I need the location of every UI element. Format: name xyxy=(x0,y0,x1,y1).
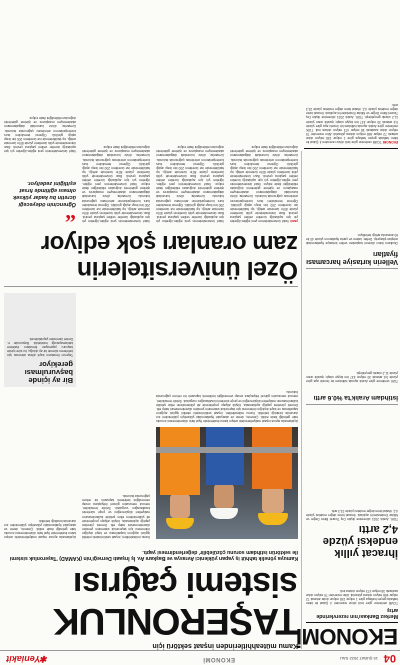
info-box-headline: Bir ay içinde başvurulması gerekiyor xyxy=(24,359,73,385)
main-headline-2: sistemi çağrısı xyxy=(73,565,298,603)
main-body-2: Açıklamada ayrıca inşaat maliyetlerindeki artışın kamu ihalelerinde fiyat farkı düzenlemesini zorunlu hale getirdiği ifade edildi. Çimento, demir ve akaryakıt fiyatlarındaki yükselişin yüklenicileri zor durumda bıraktığı belirtildi. xyxy=(4,518,76,539)
vellerin-body: Okulların ikinci dönemi başlarken veliler kırtasiye fiyatlarındaki artıştan şikayetçi. Defter, kalem ve çanta fiyatlarının yüzde 40 ile 60 arasında arttığı belirtiliyor. xyxy=(306,232,398,245)
main-subhead: Kamu müteahhitlerinden inşaat sektörü için xyxy=(152,642,298,649)
yeniakit-logo: ✱Yeniakit xyxy=(6,654,48,664)
istihdam-headline: İstihdam Aralık'ta %0.6 arttı xyxy=(313,394,398,401)
section-rule xyxy=(306,622,398,623)
bottom-headline-2: zam oranları şok ediyor xyxy=(41,230,298,257)
section-title: EKONOMİ xyxy=(296,624,398,649)
side-bottom-text: EKONOMİ TCMB verilerine göre brüt döviz rezervleri 4 Şubat ile biten haftada geçen haftaya göre 1 milyar 158 milyon dolar artarak 72 milyar 468 milyon dolara yükseldi. Altın rezervleri 79 milyon dolar azalarak 38 milyar 473 milyon dolara indi. TÜİK verilerine göre Aralık ayında istihdam bir önceki aya göre yüzde 0,6 artarak 30 milyon 437 bin kişiye ulaştı; işsizlik oranı yüzde 11,2 olarak gerçekleşti. TÜİK, Aralık 2021 dönemine ilişkin Dış Ticaret Birim Değer ve Miktar Endeksleri'ni açıkladı. İhracat birim değer endeksi yüzde 4,2, ithalat birim değer endeksi yüzde 23,3 arttı. xyxy=(306,103,398,144)
page-header xyxy=(0,650,400,665)
construction-workers-photo xyxy=(156,427,298,539)
ihracat-body: TÜİK, Aralık 2021 dönemine ilişkin Dış Ticaret Birim Değer ve Miktar Endeksleri'ni açıkladı. İhracat birim değer endeksi yüzde 4,2, ithalat birim değer endeksi yüzde 23,3 arttı. xyxy=(306,508,398,521)
bottom-body-col-1: yazılı Vakıf üniversitelerinin yeni eğitim-öğretim yılı için açıkladığı ücretler velileri şaşkına çevirdi. Bazı üniversitelerde yıllık ücretlerin yüzde 80'in üzerinde arttığı, tıp fakültelerinde ise ücretlerin 200 bin lirayı aştığı görüldü. Öğrenci temsilcileri burs kontenjanlarının artırılması çağrısında bulundu. Uzmanlar, döviz kurundaki dalgalanmanın akademisyen maaşlarını ve işletme giderlerini doğrudan etkilediğini ifade ediyor. Vakıf üniversitelerinin yeni eğitim-öğretim yılı için açıkladığı ücretler velileri şaşkına çevirdi. Bazı üniversitelerde yıllık ücretlerin yüzde 80'in üzerinde arttığı, tıp fakültelerinde ise ücretlerin 200 bin lirayı aştığı görüldü. Öğrenci temsilcileri burs kontenjanlarının artırılması çağrısında bulundu. Uzmanlar, döviz kurundaki dalgalanmanın akademisyen maaşlarını ve işletme giderlerini doğrudan etkilediğini ifade ediyor. xyxy=(230,145,298,223)
header-section: EKONOMİ xyxy=(202,656,235,662)
side-bottom-band xyxy=(304,2,398,149)
vellerin-headline: Vellerin kırtasiye harcaması fiyatları xyxy=(306,250,398,265)
bottom-quote-text: Öğrencinin ödeyeceği ücretin bu kadar yüksek olması eğitimde fırsat eşitliğini zedeliyor. xyxy=(13,180,76,207)
main-lead: Kamuya yönelik tahhüt iş yapan yüklenici Avrasya ve Başkanı Av. İş İnşaatı Derneği'nin (KAMAD) 'Taşeronluk sistemi ile sektörün istihdam sorunu çözülebilir' değerlendirmesi yaptı. xyxy=(9,548,298,561)
info-box-body: Taşeron firmaların kayıt altına alınması için belirlenen sürenin bir ay olduğu, bu süre içinde başvuru yapmayan firmaların ihalelere katılamayacağı hatırlatıldı. Başvurular e-Devlet üzerinden yapılabilecek. xyxy=(7,336,73,357)
bottom-body-col-4: Vakıf üniversitelerinin yeni eğitim-öğretim yılı için açıkladığı ücretler velileri şaşkına çevirdi. Bazı üniversitelerde yıllık ücretlerin yüzde 80'in üzerinde arttığı, tıp fakültelerinde ise ücretlerin 200 bin lirayı aştığı görüldü. Öğrenci temsilcileri burs kontenjanlarının artırılması çağrısında bulundu. Uzmanlar, döviz kurundaki dalgalanmanın akademisyen maaşlarını ve işletme giderlerini doğrudan etkilediğini ifade ediyor. xyxy=(4,116,76,153)
bottom-story xyxy=(4,3,298,283)
side-column xyxy=(296,154,398,649)
logo-glyph-icon: ✱ xyxy=(40,654,48,664)
bottom-body-col-3: Vakıf üniversitelerinin yeni eğitim-öğretim yılı için açıkladığı ücretler velileri şaşkına çevirdi. Bazı üniversitelerde yıllık ücretlerin yüzde 80'in üzerinde arttığı, tıp fakültelerinde ise ücretlerin 200 bin lirayı aştığı görüldü. Öğrenci temsilcileri burs kontenjanlarının artırılması çağrısında bulundu. Uzmanlar, döviz kurundaki dalgalanmanın akademisyen maaşlarını ve işletme giderlerini doğrudan etkilediğini ifade ediyor. Vakıf üniversitelerinin yeni eğitim-öğretim yılı için açıkladığı ücretler velileri şaşkına çevirdi. Bazı üniversitelerde yıllık ücretlerin yüzde 80'in üzerinde arttığı, tıp fakültelerinde ise ücretlerin 200 bin lirayı aştığı görüldü. Öğrenci temsilcileri burs kontenjanlarının artırılması çağrısında bulundu. Uzmanlar, döviz kurundaki dalgalanmanın akademisyen maaşlarını ve işletme giderlerini doğrudan etkilediğini ifade ediyor. xyxy=(82,145,150,223)
header-date: 15 ŞUBAT 2022 SALI xyxy=(339,656,378,661)
page-number: 04 xyxy=(383,652,396,664)
bottom-quote xyxy=(4,9,76,227)
merkez-headline: Merkez Bankası'nın rezervlerinde artış xyxy=(316,607,398,619)
main-body-3: Açıklamada ayrıca inşaat maliyetlerindeki artışın kamu ihalelerinde fiyat farkı düzenlemesini zorunlu hale getirdiği ifade edildi. Çimento, demir ve akaryakıt fiyatlarındaki yükselişin yüklenicileri zor durumda bıraktığı belirtildi. Kamu müteahhitleri, inşaat sektöründeki nitelikli işgücü açığının kapatılması ve kayıt dışılığın önlenmesi için taşeronluk sisteminin yeniden düzenlenmesini talep etti. Dernek yönetimi yaptığı açıklamada, büyük altyapı projelerinde alt yüklenicilerin etkin şekilde kullanılmasının maliyetleri düşüreceğini ve proje sürelerini kısaltacağını vurguladı. Sektör temsilcileri, mevcut mevzuatın güncel ihtiyaçlara cevap vermediğini belirterek kapsamlı bir reform çağrısında bulundu. xyxy=(156,390,298,423)
bottom-headline-1: Özel üniversitelerin xyxy=(77,256,298,284)
istihdam-body: TÜİK verilerine göre Aralık ayında istihdam bir önceki aya göre yüzde 0,6 artarak 30 milyon 437 bin kişiye ulaştı; işsizlik oranı yüzde 11,2 olarak gerçekleşti. xyxy=(306,370,398,383)
quote-icon: “ xyxy=(65,202,76,227)
ihracat-headline: İhracat yıllık endeksi yüzde 4,2 arttı xyxy=(322,523,398,559)
bottom-body-col-2: Vakıf üniversitelerinin yeni eğitim-öğretim yılı için açıkladığı ücretler velileri şaşkına çevirdi. Bazı üniversitelerde yıllık ücretlerin yüzde 80'in üzerinde arttığı, tıp fakültelerinde ise ücretlerin 200 bin lirayı aştığı görüldü. Öğrenci temsilcileri burs kontenjanlarının artırılması çağrısında bulundu. Uzmanlar, döviz kurundaki dalgalanmanın akademisyen maaşlarını ve işletme giderlerini doğrudan etkilediğini ifade ediyor. Vakıf üniversitelerinin yeni eğitim-öğretim yılı için açıkladığı ücretler velileri şaşkına çevirdi. Bazı üniversitelerde yıllık ücretlerin yüzde 80'in üzerinde arttığı, tıp fakültelerinde ise ücretlerin 200 bin lirayı aştığı görüldü. Öğrenci temsilcileri burs kontenjanlarının artırılması çağrısında bulundu. Uzmanlar, döviz kurundaki dalgalanmanın akademisyen maaşlarını ve işletme giderlerini doğrudan etkilediğini ifade ediyor. xyxy=(156,145,224,223)
main-headline-1: TAŞERONLUK xyxy=(53,601,298,642)
main-body-1: Kamu müteahhitleri, inşaat sektöründeki nitelikli işgücü açığının kapatılması ve kayıt dışılığın önlenmesi için taşeronluk sisteminin yeniden düzenlenmesini talep etti. Dernek yönetimi yaptığı açıklamada, büyük altyapı projelerinde alt yüklenicilerin etkin şekilde kullanılmasının maliyetleri düşüreceğini ve proje sürelerini kısaltacağını vurguladı. Sektör temsilcileri, mevcut mevzuatın güncel ihtiyaçlara cevap vermediğini belirterek kapsamlı bir reform çağrısında bulundu. xyxy=(82,494,150,539)
main-story xyxy=(4,289,298,649)
info-box xyxy=(4,293,76,387)
merkez-body: TCMB verilerine göre brüt döviz rezervleri 4 Şubat ile biten haftada geçen haftaya göre 1 milyar 158 milyon dolar artarak 72 milyar 468 milyon dolara yükseldi. Altın rezervleri 79 milyon dolar azalarak 38 milyar 473 milyon dolara indi. xyxy=(306,588,398,605)
